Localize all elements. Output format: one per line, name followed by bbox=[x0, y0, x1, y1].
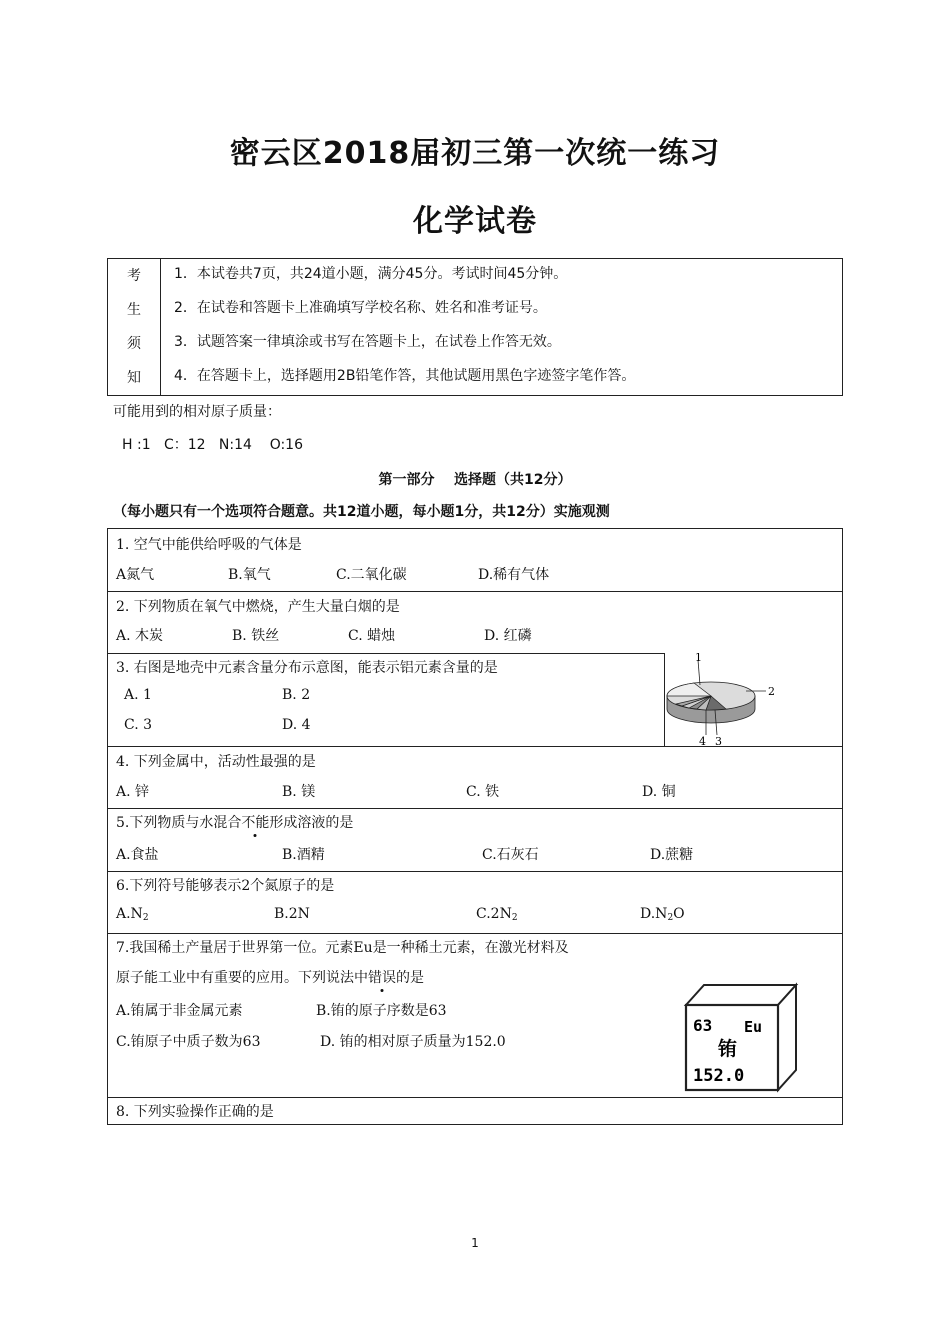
pie-label-2: 2 bbox=[768, 685, 775, 698]
question-4-option-d: D. 铜 bbox=[642, 784, 676, 800]
question-6-option-a-text: A.N bbox=[116, 906, 143, 922]
row-divider bbox=[108, 808, 842, 809]
exam-notice-box bbox=[107, 258, 843, 396]
question-5-stem bbox=[116, 812, 353, 832]
page-number: 1 bbox=[471, 1236, 479, 1250]
question-3-option-c: C. 3 bbox=[124, 717, 153, 733]
question-8-stem: 8. 下列实验操作正确的是 bbox=[116, 1104, 274, 1120]
question-5-emphasis: 不能 bbox=[241, 815, 270, 831]
question-7-option-d: D. 铕的相对原子质量为152.0 bbox=[320, 1034, 506, 1050]
notice-side-char: 须 bbox=[127, 336, 141, 352]
question-3-option-a: A. 1 bbox=[124, 687, 152, 703]
question-4-option-c: C. 铁 bbox=[466, 784, 500, 800]
atomic-mass-values: H :1 C：12 N:14 O:16 bbox=[122, 437, 304, 453]
europium-element-card-figure bbox=[680, 975, 802, 1097]
question-3-option-d: D. 4 bbox=[282, 717, 311, 733]
question-6-option-d bbox=[640, 906, 685, 923]
notice-side-label bbox=[108, 259, 161, 395]
pie-label-3: 3 bbox=[715, 735, 722, 746]
question-7-stem-start: 原子能工业中有重要的应用。下列说法中 bbox=[116, 970, 368, 986]
section-instructions: （每小题只有一个选项符合题意。共12道小题，每小题1分，共12分）实施观测 bbox=[113, 504, 610, 520]
element-symbol: Eu bbox=[744, 1018, 763, 1036]
question-6-option-c bbox=[476, 906, 518, 923]
question-2-option-d: D. 红磷 bbox=[484, 628, 532, 644]
question-6-option-c-text: C.2N bbox=[476, 906, 512, 922]
row-divider bbox=[108, 1097, 842, 1098]
question-6-option-a bbox=[116, 906, 149, 923]
question-6-option-d-text: D.N bbox=[640, 906, 668, 922]
question-5-stem-end: 形成溶液的是 bbox=[269, 815, 354, 831]
page-title: 密云区2018届初三第一次统一练习 bbox=[229, 136, 721, 171]
question-5-option-d: D.蔗糖 bbox=[650, 847, 694, 863]
page-subtitle: 化学试卷 bbox=[413, 204, 537, 239]
notice-side-char: 考 bbox=[127, 268, 141, 284]
question-2-option-a: A. 木炭 bbox=[116, 628, 164, 644]
question-1-option-d: D.稀有气体 bbox=[478, 567, 550, 583]
question-2-option-c: C. 蜡烛 bbox=[348, 628, 396, 644]
question-4-option-b: B. 镁 bbox=[282, 784, 316, 800]
question-3-stem: 3. 右图是地壳中元素含量分布示意图，能表示铝元素含量的是 bbox=[116, 660, 498, 676]
pie-label-4: 4 bbox=[699, 735, 706, 746]
question-5-stem-start: 5.下列物质与水混合 bbox=[116, 815, 242, 831]
row-divider bbox=[108, 871, 842, 872]
question-6-option-d-tail: O bbox=[673, 906, 685, 922]
question-4-option-a: A. 锌 bbox=[116, 784, 150, 800]
notice-side-char: 知 bbox=[127, 370, 141, 386]
question-5-option-a: A.食盐 bbox=[116, 847, 159, 863]
question-1-option-a: A氮气 bbox=[116, 567, 155, 583]
row-divider bbox=[108, 933, 842, 934]
subscript: 2 bbox=[511, 913, 518, 923]
notice-item: 2．在试卷和答题卡上准确填写学校名称、姓名和准考证号。 bbox=[174, 300, 547, 316]
question-7-option-a: A.铕属于非金属元素 bbox=[116, 1003, 243, 1019]
notice-side-char: 生 bbox=[127, 302, 141, 318]
question-6-option-b: B.2N bbox=[274, 906, 310, 922]
section-title: 第一部分 选择题（共12分） bbox=[378, 472, 572, 488]
atomic-mass-label: 可能用到的相对原子质量： bbox=[113, 404, 281, 420]
question-7-stem-line-1: 7.我国稀土产量居于世界第一位。元素Eu是一种稀土元素，在激光材料及 bbox=[116, 940, 569, 956]
question-7-stem-line-2 bbox=[116, 967, 424, 987]
subscript: 2 bbox=[142, 913, 149, 923]
question-table bbox=[107, 528, 843, 1125]
question-7-option-b: B.铕的原子序数是63 bbox=[316, 1003, 447, 1019]
notice-item: 3．试题答案一律填涂或书写在答题卡上，在试卷上作答无效。 bbox=[174, 334, 561, 350]
question-6-stem: 6.下列符号能够表示2个氮原子的是 bbox=[116, 878, 335, 894]
question-7-option-c: C.铕原子中质子数为63 bbox=[116, 1034, 261, 1050]
question-1-stem: 1. 空气中能供给呼吸的气体是 bbox=[116, 537, 302, 553]
element-atomic-number: 63 bbox=[693, 1016, 713, 1035]
question-2-option-b: B. 铁丝 bbox=[232, 628, 280, 644]
notice-item: 4．在答题卡上，选择题用2B铅笔作答，其他试题用黑色字迹签字笔作答。 bbox=[174, 368, 636, 384]
element-atomic-mass: 152.0 bbox=[693, 1066, 745, 1086]
question-2-stem: 2. 下列物质在氧气中燃烧，产生大量白烟的是 bbox=[116, 599, 400, 615]
question-3-option-b: B. 2 bbox=[282, 687, 311, 703]
row-divider bbox=[108, 746, 842, 747]
question-4-stem: 4. 下列金属中，活动性最强的是 bbox=[116, 754, 316, 770]
question-7-emphasis: 错误 bbox=[368, 970, 396, 986]
notice-item: 1．本试卷共7页，共24道小题，满分45分。考试时间45分钟。 bbox=[174, 266, 568, 282]
question-7-stem-end: 的是 bbox=[396, 970, 424, 986]
crust-element-pie-figure bbox=[664, 653, 842, 746]
question-5-option-b: B.酒精 bbox=[282, 847, 325, 863]
pie-label-1: 1 bbox=[695, 653, 702, 664]
question-5-option-c: C.石灰石 bbox=[482, 847, 539, 863]
row-divider bbox=[108, 591, 842, 592]
element-name: 铕 bbox=[718, 1038, 738, 1060]
subscript: 2 bbox=[667, 913, 674, 923]
question-1-option-c: C.二氧化碳 bbox=[336, 567, 407, 583]
question-1-option-b: B.氧气 bbox=[228, 567, 271, 583]
